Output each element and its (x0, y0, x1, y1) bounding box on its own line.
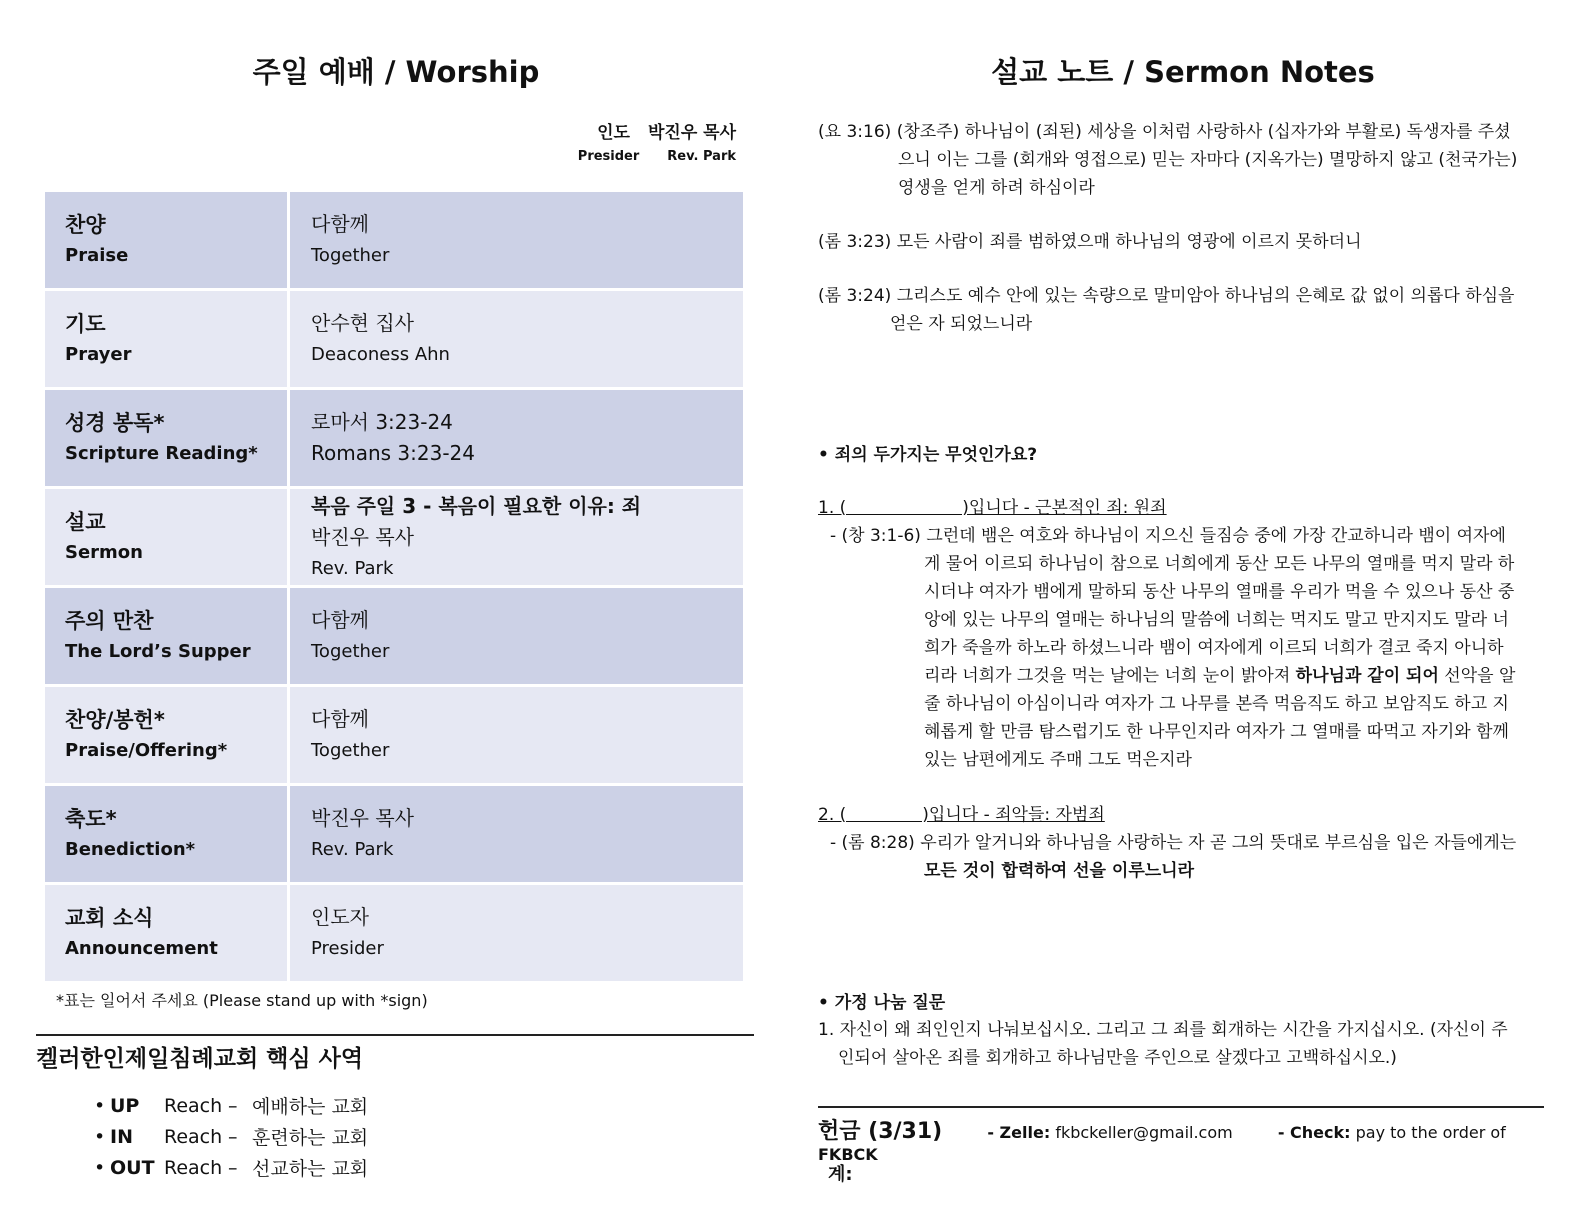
table-row (45, 192, 743, 290)
divider (36, 1034, 754, 1036)
bullet-icon: • (818, 445, 835, 465)
item-value: 안수현 집사 (311, 311, 414, 335)
fill-blank[interactable] (846, 803, 922, 822)
table-row (45, 290, 743, 389)
ministry-reach: Reach (164, 1094, 223, 1117)
item-value: 박진우 목사 (311, 806, 414, 830)
scripture-quote: - (롬 8:28) 우리가 알거니와 하나님을 사랑하는 자 곧 그의 뜻대로 부르심을 입은 자들에게는 모든 것이 합력하여 선을 이루느니라 (818, 829, 1548, 885)
ministry-desc: 예배하는 교회 (252, 1096, 369, 1118)
page-title: 주일 예배 / Worship (252, 55, 540, 89)
ministry-reach: Reach (164, 1156, 223, 1179)
item-value: 인도자 (311, 905, 369, 929)
ministry-tag: IN (110, 1125, 133, 1148)
item-label-ko: 교회 소식 (65, 906, 154, 930)
item-value: 다함께 (311, 707, 369, 731)
bullet-icon: • (94, 1125, 106, 1148)
presider-block (578, 118, 736, 164)
ministry-tag: OUT (110, 1156, 155, 1179)
verse-text: 얻은 자 되었느니라 (890, 314, 1033, 334)
item-value: 다함께 (311, 212, 369, 236)
ministry-reach: Reach (164, 1125, 223, 1148)
family-question: 1. 자신이 왜 죄인인지 나눠보십시오. 그리고 그 죄를 회개하는 시간을 가지십시오. (자신이 주 인되어 살아온 죄를 회개하고 하나님만을 주인으로 살겠다고 고백하십시오.) (818, 1020, 1508, 1068)
item-label-en: Prayer (65, 344, 132, 365)
question-heading: • 죄의 두가지는 무엇인가요? (818, 445, 1038, 465)
check-label: - Check: (1277, 1123, 1351, 1142)
verse-ref: - (롬 8:28) (830, 833, 915, 853)
item-label-ko: 찬양/봉헌* (65, 708, 165, 732)
ministry-desc: 선교하는 교회 (252, 1158, 369, 1180)
verse (818, 118, 1548, 202)
offering-title: 헌금 (3/31) (818, 1119, 943, 1144)
item-value: 다함께 (311, 608, 369, 632)
ministry-list (94, 1090, 368, 1183)
sermon-title: 복음 주일 3 - 복음이 필요한 이유: 죄 (311, 493, 642, 518)
ministry-desc: 훈련하는 교회 (252, 1127, 369, 1149)
presider-en (578, 149, 736, 164)
verse-ref: (요 3:16) (818, 122, 892, 142)
ministry-tag: UP (110, 1094, 140, 1117)
item-value: Romans 3:23-24 (311, 441, 476, 465)
item-label-ko: 성경 봉독* (65, 411, 165, 435)
table-row (45, 884, 743, 983)
item-value: Presider (311, 938, 384, 959)
item-label-ko: 주의 만찬 (65, 609, 154, 633)
item-label-ko: 기도 (65, 312, 106, 336)
item-value: Together (311, 245, 390, 266)
item-value: Rev. Park (311, 557, 394, 579)
presider-label-en: Presider (577, 149, 640, 164)
item-value: 로마서 3:23-24 (311, 410, 453, 434)
total-label: 계: (828, 1164, 853, 1185)
table-row (45, 785, 743, 884)
offering-row (818, 1114, 1548, 1164)
item-label-en: Praise/Offering* (65, 740, 228, 761)
table-row (45, 488, 743, 587)
item-heading: 1. ( )입니다 - 근본적인 죄: 원죄 (818, 498, 1167, 518)
item-label-ko: 찬양 (65, 213, 106, 237)
bullet-icon: • (94, 1156, 106, 1179)
item-label-en: Sermon (65, 542, 143, 563)
presider-name-en: Rev. Park (667, 149, 736, 164)
verse (818, 228, 1548, 256)
item-value: 박진우 목사 (311, 524, 414, 549)
check-text: pay to the order of (1355, 1123, 1506, 1142)
ministry-dash: – (228, 1094, 238, 1117)
item-heading: 2. ( )입니다 - 죄악들: 자범죄 (818, 805, 1105, 825)
zelle-email: fkbckeller@gmail.com (1055, 1123, 1233, 1142)
table-row (45, 389, 743, 488)
list-item (94, 1121, 368, 1152)
divider (818, 1106, 1544, 1108)
sin-item-2 (818, 801, 1548, 885)
item-label-en: Praise (65, 245, 129, 266)
table-row (45, 587, 743, 686)
verse-text: 영생을 얻게 하려 하심이라 (898, 178, 1095, 198)
item-label-ko: 축도* (65, 807, 117, 831)
verse-ref: (롬 3:24) (818, 286, 892, 306)
item-value: Together (311, 740, 390, 761)
emphasis: 하나님과 같이 되어 (1295, 666, 1439, 686)
emphasis: 모든 것이 합력하여 선을 이루느니라 (924, 861, 1195, 881)
presider-name: 박진우 목사 (647, 123, 736, 143)
bullet-icon: • (818, 993, 835, 1013)
item-label-en: The Lord’s Supper (65, 641, 251, 662)
scripture-quote: - (창 3:1-6) 그런데 뱀은 여호와 하나님이 지으신 들짐승 중에 가장 간교하니라 뱀이 여자에 게 물어 이르되 하나님이 참으로 너희에게 동산 모든 나무의 열매를 먹지 말라 하 시더냐 여자가 뱀에게 말하되 동산 나무의 열매를 우리가 먹을 수 있으나 동산 중 앙에 있는 나무의 열매는 하나님의 말씀에 너희는 먹지도 말고 만지지도 말라 너 희가 죽을까 하노라 하셨느니라 뱀이 여자에게 이르되 너희가 결코 죽지 아니하 리라 너희가 그것을 먹는 날에는 너희 눈이 밝아져 하나님과 같이 되어 선악을 알 줄 하나님이 아심이니라 여자가 그 나무를 본즉 먹음직도 하고 보암직도 하고 지 혜롭게 할 만큼 탐스럽기도 한 나무인지라 여자가 그 열매를 따먹고 자기와 함께 있는 남편에게도 주매 그도 먹은지라 (830, 526, 1516, 770)
stand-note: *표는 일어서 주세요 (Please stand up with *sign) (56, 991, 428, 1010)
sin-item-1 (818, 494, 1548, 774)
verse (818, 282, 1548, 338)
table-row (45, 686, 743, 785)
order-of-service (45, 192, 743, 984)
bullet-icon: • (94, 1094, 106, 1117)
item-value: Deaconess Ahn (311, 344, 450, 365)
item-label-ko: 설교 (65, 510, 106, 534)
verse-ref: (롬 3:23) (818, 232, 892, 252)
item-label-en: Scripture Reading* (65, 443, 258, 464)
fill-blank[interactable] (846, 496, 962, 515)
zelle-label: - Zelle: (987, 1123, 1051, 1142)
verse-text: 모든 사람이 죄를 범하였으매 하나님의 영광에 이르지 못하더니 (896, 232, 1362, 252)
verse-text: 으니 이는 그를 (회개와 영접으로) 믿는 자마다 (지옥가는) 멸망하지 않고 (천국가는) (898, 150, 1518, 170)
verse-list (818, 118, 1548, 364)
item-label-en: Benediction* (65, 839, 196, 860)
verse-ref: - (창 3:1-6) (830, 526, 921, 546)
list-item (94, 1090, 368, 1121)
sermon-notes-title: 설교 노트 / Sermon Notes (991, 55, 1375, 89)
verse-text: (창조주) 하나님이 (죄된) 세상을 이처럼 사랑하사 (십자가와 부활로) 독생자를 주셨 (896, 122, 1511, 142)
ministry-title: 켈러한인제일침례교회 핵심 사역 (36, 1046, 364, 1072)
item-label-en: Announcement (65, 938, 218, 959)
check-payee: FKBCK (818, 1145, 878, 1164)
family-heading: • 가정 나눔 질문 (818, 993, 946, 1013)
ministry-dash: – (228, 1125, 238, 1148)
item-value: Rev. Park (311, 839, 394, 860)
presider-ko (578, 118, 736, 143)
verse-text: 그리스도 예수 안에 있는 속량으로 말미암아 하나님의 은혜로 값 없이 의롭다 하심을 (896, 286, 1515, 306)
ministry-dash: – (228, 1156, 238, 1179)
list-item (94, 1152, 368, 1183)
item-value: Together (311, 641, 390, 662)
presider-label: 인도 (597, 123, 630, 143)
